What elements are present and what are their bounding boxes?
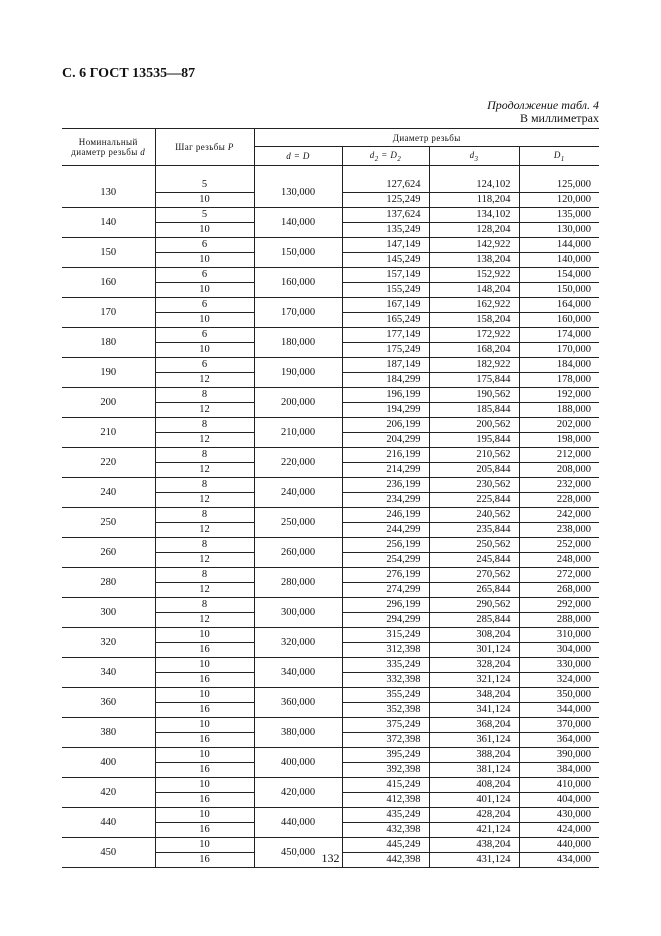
pitch-diameter-cell: 246,199 xyxy=(342,508,429,523)
nominal-diameter-cell: 170 xyxy=(62,298,155,328)
header-nominal-diameter xyxy=(62,129,155,166)
nominal-diameter-cell: 200 xyxy=(62,388,155,418)
pitch-diameter-cell: 137,624 xyxy=(342,208,429,223)
minor-diameter-d3-cell: 142,922 xyxy=(429,238,519,253)
major-diameter-cell: 320,000 xyxy=(254,628,342,658)
minor-diameter-d3-cell: 172,922 xyxy=(429,328,519,343)
minor-diameter-d3-cell: 162,922 xyxy=(429,298,519,313)
pitch-cell: 16 xyxy=(155,853,254,868)
table-row xyxy=(62,538,599,553)
pitch-cell: 8 xyxy=(155,478,254,493)
pitch-cell: 8 xyxy=(155,418,254,433)
header-d-equals-D: d = D xyxy=(254,147,342,166)
table-body xyxy=(62,166,599,868)
minor-diameter-d3-cell: 381,124 xyxy=(429,763,519,778)
pitch-diameter-cell: 194,299 xyxy=(342,403,429,418)
table-row xyxy=(62,688,599,703)
minor-diameter-d3-cell: 270,562 xyxy=(429,568,519,583)
minor-diameter-D1-cell: 184,000 xyxy=(519,358,599,373)
minor-diameter-d3-cell: 205,844 xyxy=(429,463,519,478)
major-diameter-cell: 210,000 xyxy=(254,418,342,448)
major-diameter-cell: 190,000 xyxy=(254,358,342,388)
minor-diameter-D1-cell: 364,000 xyxy=(519,733,599,748)
minor-diameter-D1-cell: 350,000 xyxy=(519,688,599,703)
pitch-cell: 10 xyxy=(155,223,254,238)
nominal-diameter-cell: 150 xyxy=(62,238,155,268)
header-nominal-diameter-text: Номинальный диаметр резьбы d xyxy=(71,137,146,157)
minor-diameter-d3-cell: 348,204 xyxy=(429,688,519,703)
pitch-diameter-cell: 254,299 xyxy=(342,553,429,568)
major-diameter-cell: 260,000 xyxy=(254,538,342,568)
pitch-cell: 6 xyxy=(155,268,254,283)
pitch-diameter-cell: 167,149 xyxy=(342,298,429,313)
table-row xyxy=(62,358,599,373)
minor-diameter-D1-cell: 434,000 xyxy=(519,853,599,868)
pitch-cell: 6 xyxy=(155,298,254,313)
minor-diameter-D1-cell: 228,000 xyxy=(519,493,599,508)
nominal-diameter-cell: 180 xyxy=(62,328,155,358)
pitch-cell: 12 xyxy=(155,373,254,388)
minor-diameter-d3-cell: 328,204 xyxy=(429,658,519,673)
pitch-cell: 12 xyxy=(155,463,254,478)
pitch-cell: 8 xyxy=(155,568,254,583)
header-diameter-group-text: Диаметр резьбы xyxy=(392,132,461,143)
minor-diameter-d3-cell: 240,562 xyxy=(429,508,519,523)
pitch-diameter-cell: 187,149 xyxy=(342,358,429,373)
pitch-diameter-cell: 352,398 xyxy=(342,703,429,718)
minor-diameter-D1-cell: 384,000 xyxy=(519,763,599,778)
pitch-diameter-cell: 256,199 xyxy=(342,538,429,553)
table-row xyxy=(62,208,599,223)
pitch-diameter-cell: 315,249 xyxy=(342,628,429,643)
minor-diameter-D1-cell: 242,000 xyxy=(519,508,599,523)
minor-diameter-D1-cell: 344,000 xyxy=(519,703,599,718)
minor-diameter-d3-cell: 388,204 xyxy=(429,748,519,763)
pitch-cell: 10 xyxy=(155,838,254,853)
page-header: С. 6 ГОСТ 13535—87 xyxy=(62,66,196,81)
minor-diameter-d3-cell: 431,124 xyxy=(429,853,519,868)
table-row xyxy=(62,298,599,313)
major-diameter-cell: 380,000 xyxy=(254,718,342,748)
minor-diameter-D1-cell: 208,000 xyxy=(519,463,599,478)
header-pitch-text: Шаг резьбы P xyxy=(175,142,234,152)
minor-diameter-D1-cell: 170,000 xyxy=(519,343,599,358)
minor-diameter-d3-cell: 285,844 xyxy=(429,613,519,628)
major-diameter-cell: 220,000 xyxy=(254,448,342,478)
table-row xyxy=(62,478,599,493)
pitch-diameter-cell: 332,398 xyxy=(342,673,429,688)
nominal-diameter-cell: 360 xyxy=(62,688,155,718)
pitch-diameter-cell: 127,624 xyxy=(342,178,429,193)
minor-diameter-d3-cell: 368,204 xyxy=(429,718,519,733)
nominal-diameter-cell: 300 xyxy=(62,598,155,628)
pitch-diameter-cell: 125,249 xyxy=(342,193,429,208)
nominal-diameter-cell: 140 xyxy=(62,208,155,238)
table-row xyxy=(62,778,599,793)
pitch-cell: 10 xyxy=(155,313,254,328)
minor-diameter-d3-cell: 225,844 xyxy=(429,493,519,508)
minor-diameter-D1-cell: 232,000 xyxy=(519,478,599,493)
major-diameter-cell: 440,000 xyxy=(254,808,342,838)
pitch-cell: 16 xyxy=(155,733,254,748)
minor-diameter-D1-cell: 238,000 xyxy=(519,523,599,538)
pitch-diameter-cell: 206,199 xyxy=(342,418,429,433)
minor-diameter-D1-cell: 135,000 xyxy=(519,208,599,223)
minor-diameter-d3-cell: 158,204 xyxy=(429,313,519,328)
nominal-diameter-cell: 250 xyxy=(62,508,155,538)
nominal-diameter-cell: 400 xyxy=(62,748,155,778)
pitch-cell: 8 xyxy=(155,448,254,463)
major-diameter-cell: 130,000 xyxy=(254,178,342,208)
minor-diameter-D1-cell: 272,000 xyxy=(519,568,599,583)
minor-diameter-d3-cell: 190,562 xyxy=(429,388,519,403)
pitch-cell: 10 xyxy=(155,688,254,703)
pitch-cell: 8 xyxy=(155,598,254,613)
pitch-diameter-cell: 236,199 xyxy=(342,478,429,493)
major-diameter-cell: 450,000 xyxy=(254,838,342,868)
minor-diameter-d3-cell: 250,562 xyxy=(429,538,519,553)
minor-diameter-d3-cell: 408,204 xyxy=(429,778,519,793)
pitch-diameter-cell: 312,398 xyxy=(342,643,429,658)
minor-diameter-D1-cell: 125,000 xyxy=(519,178,599,193)
minor-diameter-d3-cell: 200,562 xyxy=(429,418,519,433)
pitch-cell: 16 xyxy=(155,793,254,808)
minor-diameter-D1-cell: 268,000 xyxy=(519,583,599,598)
table-row xyxy=(62,808,599,823)
pitch-cell: 10 xyxy=(155,808,254,823)
minor-diameter-d3-cell: 245,844 xyxy=(429,553,519,568)
pitch-cell: 12 xyxy=(155,583,254,598)
minor-diameter-D1-cell: 154,000 xyxy=(519,268,599,283)
pitch-cell: 6 xyxy=(155,358,254,373)
minor-diameter-D1-cell: 330,000 xyxy=(519,658,599,673)
pitch-cell: 10 xyxy=(155,748,254,763)
pitch-cell: 12 xyxy=(155,403,254,418)
minor-diameter-D1-cell: 120,000 xyxy=(519,193,599,208)
pitch-cell: 10 xyxy=(155,628,254,643)
table-row xyxy=(62,628,599,643)
minor-diameter-D1-cell: 292,000 xyxy=(519,598,599,613)
minor-diameter-D1-cell: 288,000 xyxy=(519,613,599,628)
pitch-diameter-cell: 445,249 xyxy=(342,838,429,853)
major-diameter-cell: 250,000 xyxy=(254,508,342,538)
pitch-diameter-cell: 395,249 xyxy=(342,748,429,763)
nominal-diameter-cell: 380 xyxy=(62,718,155,748)
minor-diameter-d3-cell: 308,204 xyxy=(429,628,519,643)
table-row xyxy=(62,178,599,193)
minor-diameter-d3-cell: 210,562 xyxy=(429,448,519,463)
pitch-diameter-cell: 294,299 xyxy=(342,613,429,628)
minor-diameter-D1-cell: 370,000 xyxy=(519,718,599,733)
spacer-row xyxy=(62,166,599,179)
minor-diameter-d3-cell: 438,204 xyxy=(429,838,519,853)
pitch-diameter-cell: 412,398 xyxy=(342,793,429,808)
pitch-diameter-cell: 415,249 xyxy=(342,778,429,793)
minor-diameter-d3-cell: 235,844 xyxy=(429,523,519,538)
pitch-cell: 8 xyxy=(155,538,254,553)
table-row xyxy=(62,268,599,283)
minor-diameter-d3-cell: 290,562 xyxy=(429,598,519,613)
minor-diameter-d3-cell: 148,204 xyxy=(429,283,519,298)
nominal-diameter-cell: 240 xyxy=(62,478,155,508)
pitch-diameter-cell: 355,249 xyxy=(342,688,429,703)
pitch-cell: 10 xyxy=(155,778,254,793)
pitch-cell: 16 xyxy=(155,823,254,838)
minor-diameter-d3-cell: 152,922 xyxy=(429,268,519,283)
table-row xyxy=(62,568,599,583)
nominal-diameter-cell: 260 xyxy=(62,538,155,568)
minor-diameter-D1-cell: 202,000 xyxy=(519,418,599,433)
pitch-diameter-cell: 392,398 xyxy=(342,763,429,778)
minor-diameter-d3-cell: 341,124 xyxy=(429,703,519,718)
table-row xyxy=(62,658,599,673)
pitch-diameter-cell: 175,249 xyxy=(342,343,429,358)
major-diameter-cell: 180,000 xyxy=(254,328,342,358)
pitch-cell: 16 xyxy=(155,643,254,658)
nominal-diameter-cell: 450 xyxy=(62,838,155,868)
major-diameter-cell: 150,000 xyxy=(254,238,342,268)
minor-diameter-D1-cell: 390,000 xyxy=(519,748,599,763)
minor-diameter-D1-cell: 188,000 xyxy=(519,403,599,418)
nominal-diameter-cell: 280 xyxy=(62,568,155,598)
pitch-cell: 10 xyxy=(155,253,254,268)
pitch-cell: 16 xyxy=(155,763,254,778)
nominal-diameter-cell: 210 xyxy=(62,418,155,448)
pitch-diameter-cell: 147,149 xyxy=(342,238,429,253)
thread-dimensions-table xyxy=(62,128,599,868)
minor-diameter-D1-cell: 212,000 xyxy=(519,448,599,463)
continuation-label: Продолжение табл. 4 xyxy=(487,98,599,112)
minor-diameter-d3-cell: 265,844 xyxy=(429,583,519,598)
pitch-diameter-cell: 442,398 xyxy=(342,853,429,868)
pitch-cell: 10 xyxy=(155,718,254,733)
major-diameter-cell: 360,000 xyxy=(254,688,342,718)
table-row xyxy=(62,448,599,463)
major-diameter-cell: 200,000 xyxy=(254,388,342,418)
minor-diameter-D1-cell: 440,000 xyxy=(519,838,599,853)
minor-diameter-D1-cell: 304,000 xyxy=(519,643,599,658)
pitch-diameter-cell: 234,299 xyxy=(342,493,429,508)
nominal-diameter-cell: 130 xyxy=(62,178,155,208)
pitch-diameter-cell: 157,149 xyxy=(342,268,429,283)
minor-diameter-d3-cell: 124,102 xyxy=(429,178,519,193)
pitch-diameter-cell: 155,249 xyxy=(342,283,429,298)
minor-diameter-D1-cell: 404,000 xyxy=(519,793,599,808)
header-d2: $d_2 = D_2$ xyxy=(342,147,429,166)
pitch-cell: 16 xyxy=(155,703,254,718)
minor-diameter-d3-cell: 230,562 xyxy=(429,478,519,493)
minor-diameter-d3-cell: 361,124 xyxy=(429,733,519,748)
pitch-diameter-cell: 184,299 xyxy=(342,373,429,388)
pitch-diameter-cell: 204,299 xyxy=(342,433,429,448)
pitch-diameter-cell: 432,398 xyxy=(342,823,429,838)
minor-diameter-D1-cell: 324,000 xyxy=(519,673,599,688)
pitch-diameter-cell: 435,249 xyxy=(342,808,429,823)
nominal-diameter-cell: 420 xyxy=(62,778,155,808)
nominal-diameter-cell: 220 xyxy=(62,448,155,478)
minor-diameter-D1-cell: 424,000 xyxy=(519,823,599,838)
pitch-cell: 10 xyxy=(155,283,254,298)
pitch-diameter-cell: 296,199 xyxy=(342,598,429,613)
minor-diameter-D1-cell: 410,000 xyxy=(519,778,599,793)
minor-diameter-D1-cell: 144,000 xyxy=(519,238,599,253)
major-diameter-cell: 400,000 xyxy=(254,748,342,778)
header-D1: $D_1$ xyxy=(519,147,599,166)
minor-diameter-D1-cell: 248,000 xyxy=(519,553,599,568)
pitch-diameter-cell: 274,299 xyxy=(342,583,429,598)
pitch-cell: 10 xyxy=(155,193,254,208)
pitch-diameter-cell: 135,249 xyxy=(342,223,429,238)
table-row xyxy=(62,748,599,763)
minor-diameter-D1-cell: 178,000 xyxy=(519,373,599,388)
minor-diameter-d3-cell: 138,204 xyxy=(429,253,519,268)
pitch-cell: 8 xyxy=(155,388,254,403)
table-row xyxy=(62,598,599,613)
units-label: В миллиметрах xyxy=(519,111,599,125)
major-diameter-cell: 140,000 xyxy=(254,208,342,238)
pitch-cell: 5 xyxy=(155,178,254,193)
pitch-diameter-cell: 177,149 xyxy=(342,328,429,343)
minor-diameter-d3-cell: 175,844 xyxy=(429,373,519,388)
table-row xyxy=(62,388,599,403)
pitch-diameter-cell: 335,249 xyxy=(342,658,429,673)
minor-diameter-d3-cell: 401,124 xyxy=(429,793,519,808)
pitch-cell: 10 xyxy=(155,658,254,673)
pitch-diameter-cell: 375,249 xyxy=(342,718,429,733)
header-diameter-group xyxy=(254,129,599,147)
pitch-cell: 5 xyxy=(155,208,254,223)
pitch-cell: 6 xyxy=(155,328,254,343)
minor-diameter-D1-cell: 174,000 xyxy=(519,328,599,343)
pitch-diameter-cell: 165,249 xyxy=(342,313,429,328)
header-pitch xyxy=(155,129,254,166)
minor-diameter-d3-cell: 128,204 xyxy=(429,223,519,238)
pitch-diameter-cell: 145,249 xyxy=(342,253,429,268)
minor-diameter-D1-cell: 430,000 xyxy=(519,808,599,823)
minor-diameter-d3-cell: 168,204 xyxy=(429,343,519,358)
pitch-cell: 12 xyxy=(155,553,254,568)
minor-diameter-d3-cell: 134,102 xyxy=(429,208,519,223)
minor-diameter-D1-cell: 310,000 xyxy=(519,628,599,643)
major-diameter-cell: 170,000 xyxy=(254,298,342,328)
major-diameter-cell: 280,000 xyxy=(254,568,342,598)
pitch-cell: 12 xyxy=(155,613,254,628)
pitch-cell: 16 xyxy=(155,673,254,688)
pitch-diameter-cell: 276,199 xyxy=(342,568,429,583)
table-row xyxy=(62,418,599,433)
minor-diameter-d3-cell: 428,204 xyxy=(429,808,519,823)
pitch-cell: 12 xyxy=(155,523,254,538)
table-row xyxy=(62,328,599,343)
minor-diameter-D1-cell: 130,000 xyxy=(519,223,599,238)
minor-diameter-d3-cell: 195,844 xyxy=(429,433,519,448)
major-diameter-cell: 240,000 xyxy=(254,478,342,508)
minor-diameter-d3-cell: 118,204 xyxy=(429,193,519,208)
nominal-diameter-cell: 190 xyxy=(62,358,155,388)
pitch-cell: 10 xyxy=(155,343,254,358)
pitch-diameter-cell: 216,199 xyxy=(342,448,429,463)
table-row xyxy=(62,718,599,733)
minor-diameter-d3-cell: 301,124 xyxy=(429,643,519,658)
nominal-diameter-cell: 440 xyxy=(62,808,155,838)
minor-diameter-D1-cell: 140,000 xyxy=(519,253,599,268)
major-diameter-cell: 340,000 xyxy=(254,658,342,688)
nominal-diameter-cell: 340 xyxy=(62,658,155,688)
minor-diameter-d3-cell: 185,844 xyxy=(429,403,519,418)
minor-diameter-D1-cell: 198,000 xyxy=(519,433,599,448)
minor-diameter-d3-cell: 182,922 xyxy=(429,358,519,373)
pitch-cell: 12 xyxy=(155,493,254,508)
pitch-cell: 6 xyxy=(155,238,254,253)
pitch-diameter-cell: 196,199 xyxy=(342,388,429,403)
pitch-cell: 12 xyxy=(155,433,254,448)
pitch-diameter-cell: 372,398 xyxy=(342,733,429,748)
pitch-diameter-cell: 244,299 xyxy=(342,523,429,538)
header-d3: $d_3$ xyxy=(429,147,519,166)
nominal-diameter-cell: 320 xyxy=(62,628,155,658)
page-number: 132 xyxy=(321,851,340,865)
minor-diameter-D1-cell: 150,000 xyxy=(519,283,599,298)
minor-diameter-D1-cell: 192,000 xyxy=(519,388,599,403)
minor-diameter-D1-cell: 164,000 xyxy=(519,298,599,313)
minor-diameter-d3-cell: 321,124 xyxy=(429,673,519,688)
major-diameter-cell: 160,000 xyxy=(254,268,342,298)
table-row xyxy=(62,508,599,523)
pitch-diameter-cell: 214,299 xyxy=(342,463,429,478)
table-continuation-note xyxy=(487,99,599,125)
minor-diameter-D1-cell: 160,000 xyxy=(519,313,599,328)
minor-diameter-D1-cell: 252,000 xyxy=(519,538,599,553)
minor-diameter-d3-cell: 421,124 xyxy=(429,823,519,838)
table-row xyxy=(62,238,599,253)
major-diameter-cell: 300,000 xyxy=(254,598,342,628)
pitch-cell: 8 xyxy=(155,508,254,523)
major-diameter-cell: 420,000 xyxy=(254,778,342,808)
nominal-diameter-cell: 160 xyxy=(62,268,155,298)
